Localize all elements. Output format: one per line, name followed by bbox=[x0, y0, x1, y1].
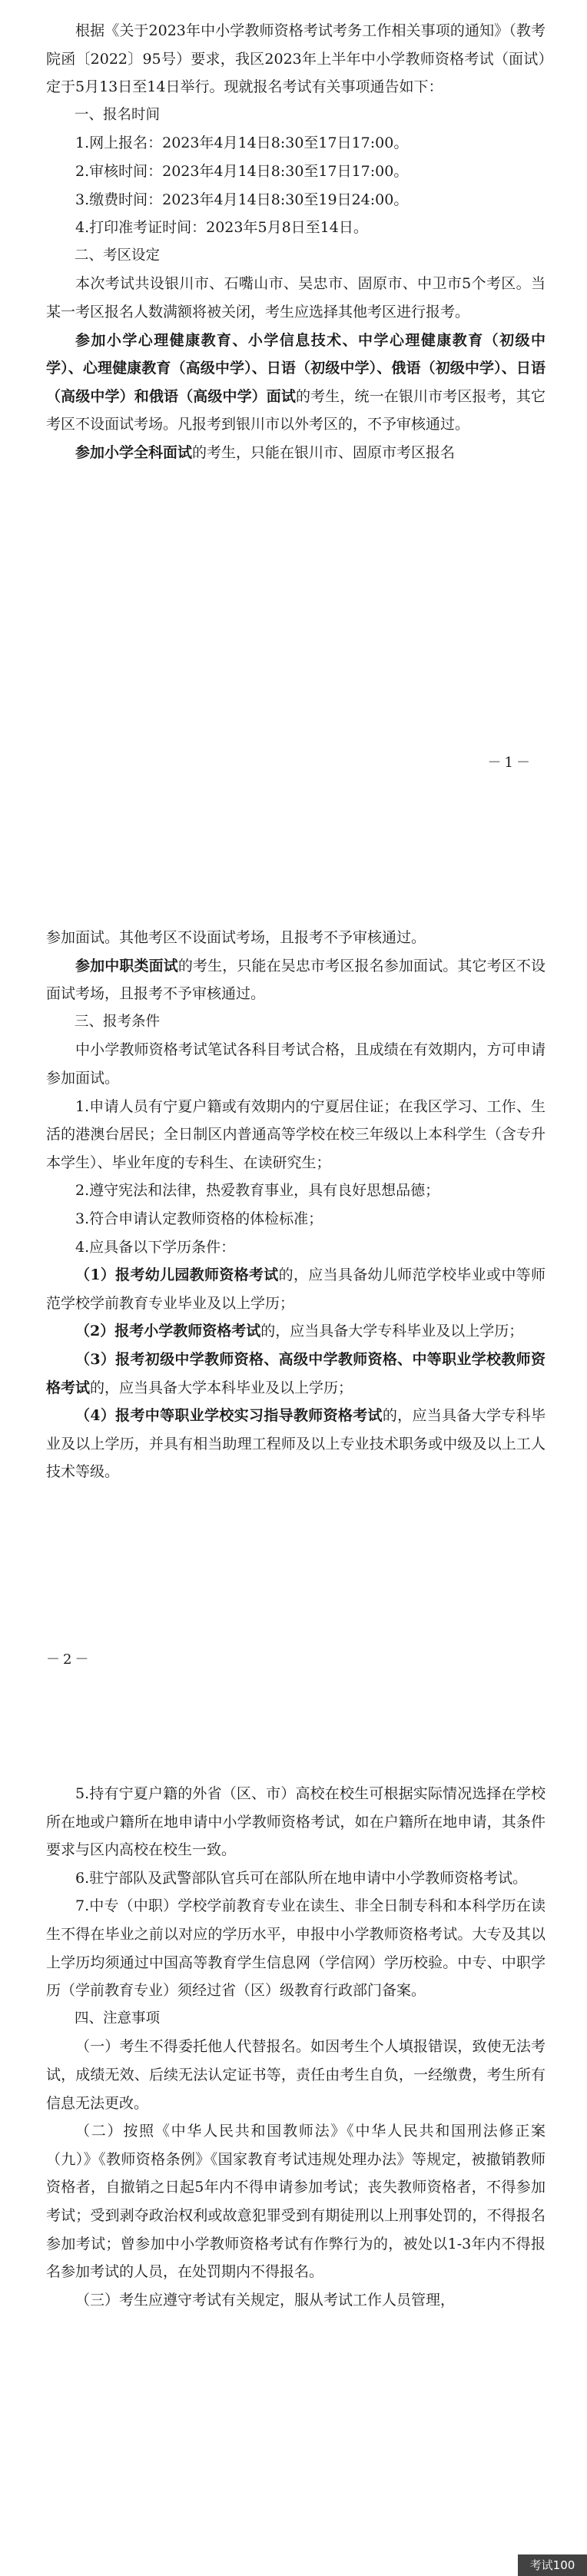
body-paragraph bbox=[46, 1261, 546, 1317]
body-paragraph bbox=[46, 439, 546, 467]
paragraph-text: 的考生，只能在吴忠市考区报名参加面试。其它考区不设面试考场，且报考不予审核通过。 bbox=[46, 957, 546, 1003]
page-number-1: －1－ bbox=[487, 755, 533, 771]
section-heading: 三、报考条件 bbox=[75, 1013, 161, 1030]
body-paragraph bbox=[46, 327, 546, 439]
emphasis-text: （3）报考初级中学教师资格、高级中学教师资格、中等职业学校教师资格考试 bbox=[46, 1350, 546, 1396]
paragraph-text: 的，应当具备大学专科毕业及以上学历，并具有相当助理工程师及以上专业技术职务或中级及以上工人技术等级。 bbox=[46, 1407, 546, 1481]
body-paragraph: 2.遵守宪法和法律，热爱教育事业，具有良好思想品德； bbox=[75, 1182, 440, 1200]
site-watermark-logo: 考试100 bbox=[518, 2554, 587, 2576]
section-heading: 二、考区设定 bbox=[75, 247, 161, 264]
paragraph-text: 的考生，只能在银川市、固原市考区报名 bbox=[192, 443, 456, 461]
page-1-body bbox=[46, 17, 546, 467]
document-page-2 bbox=[0, 857, 587, 1714]
section-heading: 一、报名时间 bbox=[75, 106, 161, 123]
body-paragraph: 中小学教师资格考试笔试各科目考试合格，且成绩在有效期内，方可申请参加面试。 bbox=[46, 1041, 546, 1087]
body-paragraph: （一）考生不得委托他人代替报名。如因考生个人填报错误，致使无法考试，成绩无效、后续无法认定证书等，责任由考生自负，一经缴费，考生所有信息无法更改。 bbox=[46, 2038, 546, 2112]
document-page-1 bbox=[0, 0, 587, 857]
body-paragraph: （三）考生应遵守考试有关规定，服从考试工作人员管理， bbox=[75, 2291, 456, 2309]
paragraph-text: 的，应当具备幼儿师范学校毕业或中等师范学校学前教育专业毕业及以上学历； bbox=[46, 1266, 546, 1312]
body-paragraph bbox=[46, 1346, 546, 1402]
body-paragraph bbox=[46, 1402, 546, 1486]
page-number-2: －2－ bbox=[46, 1651, 92, 1668]
body-paragraph: 1.申请人员有宁夏户籍或有效期内的宁夏居住证；在我区学习、工作、生活的港澳台居民；全日制区内普通高等学校在校三年级以上本科学生（含专升本学生）、毕业年度的专科生、在读研究生； bbox=[46, 1097, 546, 1171]
body-paragraph bbox=[46, 952, 546, 1008]
body-paragraph: 2.审核时间：2023年4月14日8:30至17日17:00。 bbox=[75, 162, 409, 180]
document-page-3 bbox=[0, 1714, 587, 2576]
emphasis-text: （1）报考幼儿园教师资格考试 bbox=[75, 1266, 279, 1284]
body-paragraph: 3.缴费时间：2023年4月14日8:30至19日24:00。 bbox=[75, 191, 409, 208]
page-2-body bbox=[46, 924, 546, 1486]
emphasis-text: 参加中职类面试 bbox=[75, 957, 178, 974]
body-paragraph: 本次考试共设银川市、石嘴山市、吴忠市、固原市、中卫市5个考区。当某一考区报名人数满额将被关闭，考生应选择其他考区进行报考。 bbox=[46, 275, 546, 320]
emphasis-text: （2）报考小学教师资格考试 bbox=[75, 1323, 261, 1340]
body-paragraph: 1.网上报名：2023年4月14日8:30至17日17:00。 bbox=[75, 134, 409, 152]
paragraph-text: 的考生，统一在银川市考区报考，其它考区不设面试考场。凡报考到银川市以外考区的，不予审核通过。 bbox=[46, 387, 546, 433]
body-paragraph bbox=[46, 1317, 546, 1346]
body-paragraph: 7.中专（中职）学校学前教育专业在读生、非全日制专科和本科学历在读生不得在毕业之前以对应的学历水平，申报中小学教师资格考试。大专及其以上学历均须通过中国高等教育学生信息网（学信网）学历校验。中专、中职学历（学前教育专业）须经过省（区）级教育行政部门备案。 bbox=[46, 1897, 546, 2000]
emphasis-text: 参加小学心理健康教育、小学信息技术、中学心理健康教育（初级中学）、心理健康教育（高级中学）、日语（初级中学）、俄语（初级中学）、日语（高级中学）和俄语（高级中学）面试 bbox=[46, 331, 546, 405]
page-3-body bbox=[46, 1780, 546, 2314]
body-paragraph: 4.应具备以下学历条件： bbox=[75, 1238, 236, 1256]
emphasis-text: 参加小学全科面试 bbox=[75, 443, 193, 461]
body-paragraph: 6.驻宁部队及武警部队官兵可在部队所在地申请中小学教师资格考试。 bbox=[75, 1869, 528, 1887]
body-paragraph: 4.打印准考证时间：2023年5月8日至14日。 bbox=[75, 219, 368, 237]
continued-paragraph: 参加面试。其他考区不设面试考场，且报考不予审核通过。 bbox=[46, 929, 426, 946]
body-paragraph: 根据《关于2023年中小学教师资格考试考务工作相关事项的通知》（教考院函〔2022〕95号）要求，我区2023年上半年中小学教师资格考试（面试）定于5月13日至14日举行。现就报名考试有关事项通告如下： bbox=[46, 22, 546, 96]
paragraph-text: 的，应当具备大学专科毕业及以上学历； bbox=[260, 1323, 524, 1340]
body-paragraph: （二）按照《中华人民共和国教师法》《中华人民共和国刑法修正案（九）》《教师资格条例》《国家教育考试违规处理办法》等规定，被撤销教师资格者，自撤销之日起5年内不得申请参加考试；丧失教师资格者，不得参加考试；受到剥夺政治权利或故意犯罪受到有期徒刑以上刑事处罚的，不得报名参加考试；曾参加中小学教师资格考试有作弊行为的，被处以1-3年内不得报名参加考试的人员，在处罚期内不得报名。 bbox=[46, 2123, 546, 2281]
emphasis-text: （4）报考中等职业学校实习指导教师资格考试 bbox=[75, 1407, 383, 1425]
body-paragraph: 5.持有宁夏户籍的外省（区、市）高校在校生可根据实际情况选择在学校所在地或户籍所在地申请中小学教师资格考试，如在户籍所在地申请，其条件要求与区内高校在校生一致。 bbox=[46, 1785, 546, 1859]
body-paragraph: 3.符合申请认定教师资格的体检标准； bbox=[75, 1210, 323, 1227]
section-heading: 四、注意事项 bbox=[75, 2010, 161, 2027]
paragraph-text: 的，应当具备大学本科毕业及以上学历； bbox=[90, 1379, 353, 1396]
